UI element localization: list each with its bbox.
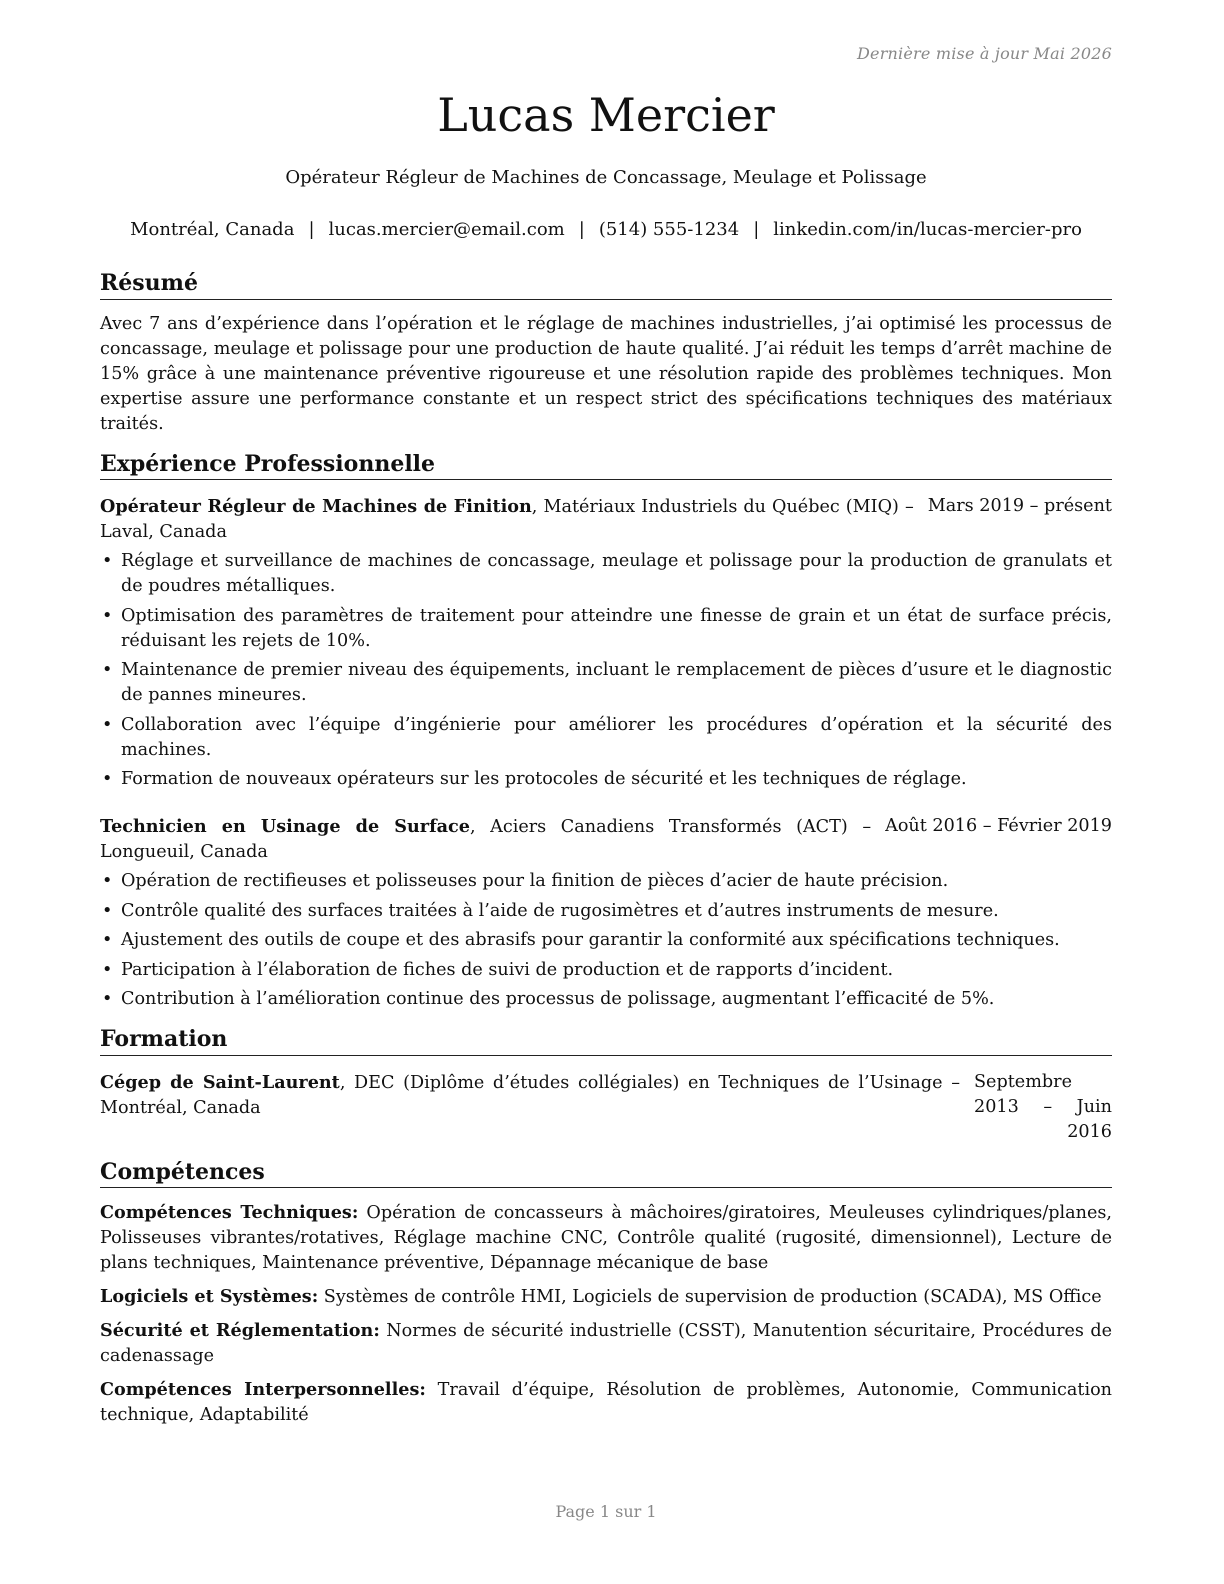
contact-linkedin[interactable]: linkedin.com/in/lucas-mercier-pro [773,219,1082,240]
job-bullet: • Ajustement des outils de coupe et des abrasifs pour garantir la conformité aux spécifications techniques. [102,930,1060,950]
job-bullets [100,549,1112,792]
job-role: Technicien en Usinage de Surface [100,816,470,837]
skills-section [100,1159,1112,1429]
education-degree: , DEC (Diplôme d’études collégiales) en Techniques de l’Usinage – Montréal, Canada [100,1072,960,1118]
job-entry [100,814,1112,1012]
skill-group [100,1200,1112,1276]
experience-section [100,451,1112,1013]
job-bullet: • Optimisation des paramètres de traitement pour atteindre une finesse de grain et un état de surface précis, réduisant les rejets de 10%. [102,605,1112,651]
skill-group-label: Compétences Techniques: [100,1202,359,1223]
summary-section [100,270,1112,437]
job-role-company [100,814,885,865]
contact-separator: | [578,219,585,240]
education-dates: Septembre 2013 – Juin 2016 [974,1071,1112,1142]
job-bullet: • Opération de rectifieuses et polisseuses pour la finition de pièces d’acier de haute précision. [102,871,949,891]
education-section [100,1026,1112,1145]
skill-group-label: Logiciels et Systèmes: [100,1286,319,1307]
summary-title: Résumé [100,270,1112,300]
contact-email[interactable]: lucas.mercier@email.com [328,219,565,240]
job-role-company [100,494,928,545]
job-bullet: • Maintenance de premier niveau des équipements, incluant le remplacement de pièces d’usure et le diagnostic de pannes mineures. [102,660,1112,705]
skills-title: Compétences [100,1159,1112,1189]
contact-separator: | [753,219,760,240]
skill-group-label: Sécurité et Réglementation: [100,1320,380,1341]
job-bullets [100,869,1112,1012]
job-bullet: • Réglage et surveillance de machines de concassage, meulage et polissage pour la production de granulats et de poudres métalliques. [102,551,1112,596]
last-updated-date: Dernière mise à jour Mai 2026 [857,44,1112,63]
skill-group [100,1284,1112,1310]
skill-group-text: Normes de sécurité industrielle (CSST), Manutention sécuritaire, Procédures de cadenassage [100,1321,1113,1366]
page-number: Page 1 sur 1 [555,1502,657,1521]
job-header [100,494,1112,545]
skill-group-text: Systèmes de contrôle HMI, Logiciels de supervision de production (SCADA), MS Office [318,1287,1102,1307]
skill-group-label: Compétences Interpersonnelles: [100,1379,426,1400]
skill-group [100,1318,1112,1369]
education-entry [100,1070,1112,1145]
job-bullet: • Formation de nouveaux opérateurs sur les protocoles de sécurité et les techniques de réglage. [102,769,967,789]
job-bullet: • Contrôle qualité des surfaces traitées à l’aide de rugosimètres et d’autres instruments de mesure. [102,900,999,921]
job-dates: Août 2016 – Février 2019 [885,816,1112,836]
job-company: , Aciers Canadiens Transformés (ACT) – Longueuil, Canada [100,817,872,862]
resume-content [100,270,1112,1442]
job-bullet: • Contribution à l’amélioration continue des processus de polissage, augmentant l’efficacité de 5%. [102,989,995,1009]
education-title: Formation [100,1026,1112,1056]
job-bullet: • Participation à l’élaboration de fiches de suivi de production et de rapports d’incident. [102,959,894,980]
job-role: Opérateur Régleur de Machines de Finition [100,496,532,517]
candidate-name: Lucas Mercier [437,88,775,142]
job-company: , Matériaux Industriels du Québec (MIQ) – Laval, Canada [100,497,914,542]
skill-group [100,1377,1112,1428]
skill-group-text: Opération de concasseurs à mâchoires/giratoires, Meuleuses cylindriques/planes, Polisseuses vibrantes/rotatives, Réglage machine CNC, Contrôle qualité (rugosité, dimensionnel), Lecture de plans techniques, Maintenance préventive, Dépannage mécanique de base [100,1203,1112,1273]
job-dates: Mars 2019 – présent [927,496,1112,516]
resume-page [100,0,1112,1584]
education-school-degree [100,1070,974,1145]
contact-line [100,218,1112,241]
contact-phone[interactable]: (514) 555-1234 [598,219,740,240]
contact-location: Montréal, Canada [130,219,295,240]
education-school: Cégep de Saint-Laurent [100,1071,340,1093]
skill-group-text: Travail d’équipe, Résolution de problèmes, Autonomie, Communication technique, Adaptabilité [100,1380,1112,1425]
experience-title: Expérience Professionnelle [100,451,1112,481]
education-header [100,1070,1112,1145]
candidate-headline: Opérateur Régleur de Machines de Concassage, Meulage et Polissage [285,167,927,188]
contact-separator: | [308,219,315,240]
job-header [100,814,1112,865]
job-bullet: • Collaboration avec l’équipe d’ingénierie pour améliorer les procédures d’opération et la sécurité des machines. [102,714,1112,760]
job-entry [100,494,1112,792]
summary-text: Avec 7 ans d’expérience dans l’opération et le réglage de machines industrielles, j’ai optimisé les processus de concassage, meulage et polissage pour une production de haute qualité. J’ai réduit les temps d’arrêt machine de 15% grâce à une maintenance préventive rigoureuse et une résolution rapide des problèmes techniques. Mon expertise assure une performance constante et un respect strict des spécifications techniques des matériaux traités. [100,313,1112,434]
